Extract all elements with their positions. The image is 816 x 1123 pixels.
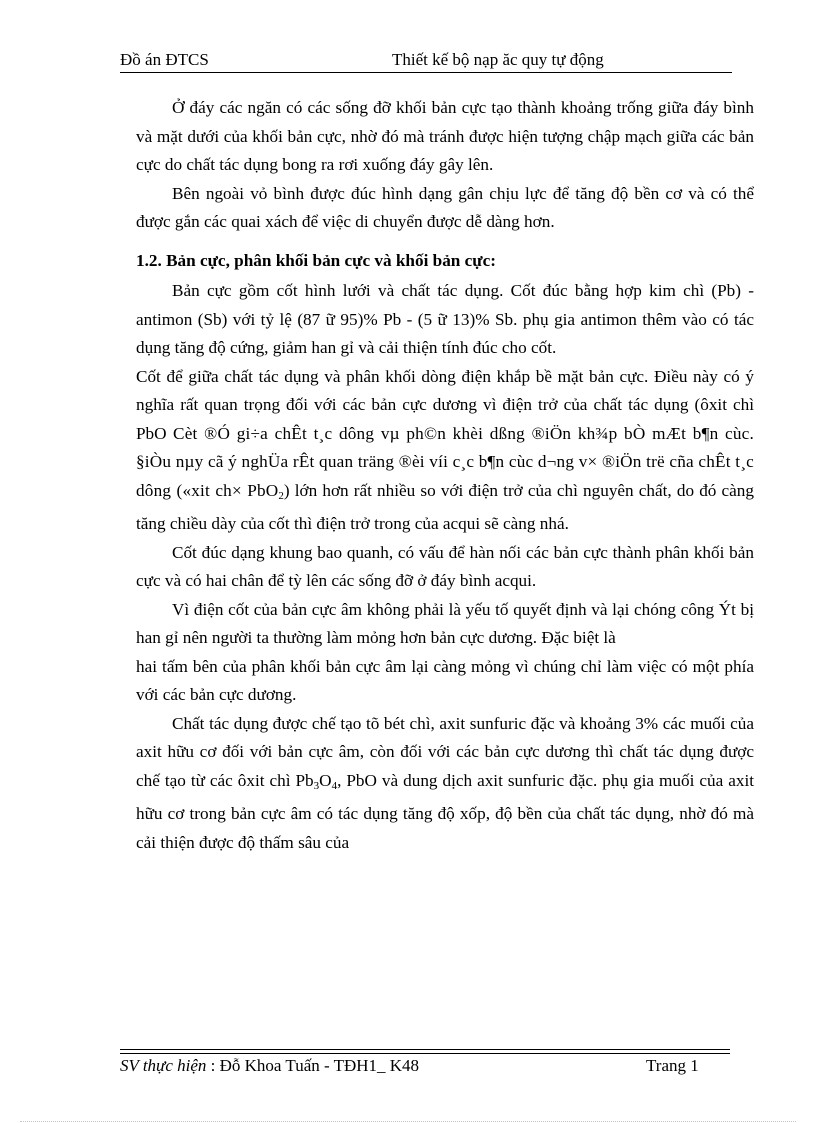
- paragraph-1: Ở đáy các ngăn có các sống đỡ khối bản cực tạo thành khoảng trống giữa đáy bình và mặt dưới của khối bản cực, nhờ đó mà tránh được hiện tượng chập mạch giữa các bản cực do chất tác dụng bong ra rơi xuống đáy gây lên.: [136, 98, 754, 174]
- page-header: [120, 50, 730, 72]
- paragraph-8-part-b: O: [319, 770, 332, 790]
- footer-rule-bottom: [120, 1053, 730, 1054]
- paragraph-5: Cốt đúc dạng khung bao quanh, có vấu để hàn nối các bản cực thành phân khối bản cực và có hai chân để tỳ lên các sống đỡ ở đáy bình acqui.: [136, 542, 754, 590]
- footer-author: [120, 1056, 419, 1076]
- footer-author-label: SV thực hiện: [120, 1056, 207, 1075]
- paragraph-3: Bản cực gồm cốt hình lưới và chất tác dụng. Cốt đúc bằng hợp kim chì (Pb) - antimon (Sb) với tỷ lệ (87 ữ 95)% Pb - (5 ữ 13)% Sb. phụ gia antimon thêm vào có tác dụng tăng độ cứng, giảm han gỉ và cải thiện tính đúc cho cốt.: [136, 281, 754, 357]
- document-body: [136, 94, 754, 857]
- section-heading: 1.2. Bản cực, phân khối bản cực và khối bản cực:: [136, 250, 496, 270]
- header-right-text: Thiết kế bộ nạp ăc quy tự động: [392, 50, 604, 69]
- paragraph-8: [136, 710, 754, 858]
- paragraph-8-part-a: Chất tác dụng được chế tạo tõ bét chì, axit sunfuric đặc và khoảng 3% các muối của axit hữu cơ đối với bản cực âm, còn đối với các bản cực dương thì chất tác dụng được chế tạo từ các ôxit chì Pb: [136, 713, 754, 790]
- paragraph-8-subscript-2: 4: [331, 779, 338, 792]
- footer-author-value: : Đỗ Khoa Tuấn - TĐH1_ K48: [206, 1056, 420, 1075]
- paragraph-4-garbled-text: Cèt ®Ó gi÷a chÊt t¸c dông vµ ph©n khèi dßng ®iÖn kh¾p bÒ mÆt b¶n cùc. §iÒu nµy cã ý nghÜa rÊt quan träng ®èi víi c¸c b¶n cùc d¬ng v× ®iÖn trë cña chÊt t¸c dông («xit ch× PbO: [136, 423, 754, 500]
- footer-page-number: Trang 1: [646, 1056, 699, 1075]
- paragraph-4-part-c: ) lớn hơn rất nhiều so với điện trở của chì nguyên chất, do đó càng tăng chiều dày của cốt thì điện trở trong của acqui sẽ càng nhá.: [136, 480, 754, 533]
- header-left-text: Đồ án ĐTCS: [120, 50, 209, 69]
- paragraph-4-part-a: Cốt để giữa chất tác dụng và phân khối dòng điện khắp bề mặt bản cực. Điều này có ý nghĩa rất quan trọng đối với các bản cực dương vì điện trở của chất tác dụng (ôxit chì PbO: [136, 366, 754, 443]
- paragraph-4: [136, 363, 754, 539]
- paragraph-6: Vì điện cốt của bản cực âm không phải là yếu tố quyết định và lại chóng công Ýt bị han gỉ nên người ta thường làm mỏng hơn bản cực dương. Đặc biệt là: [136, 599, 754, 647]
- paragraph-4-subscript: 2: [278, 489, 284, 502]
- paragraph-8-part-c: , PbO và dung dịch axit sunfuric đặc. phụ gia muối của axit hữu cơ trong bản cực âm có tác dụng tăng độ xốp, độ bền của chất tác dụng, nhờ đó mà cải thiện được độ thấm sâu của: [136, 770, 754, 852]
- paragraph-7: hai tấm bên của phân khối bản cực âm lại càng mỏng vì chúng chỉ làm việc có một phía với các bản cực dương.: [136, 656, 754, 704]
- page-bottom-dotted-border: [20, 1121, 796, 1122]
- paragraph-2: Bên ngoài vỏ bình được đúc hình dạng gân chịu lực để tăng độ bền cơ và có thể được gắn các quai xách để việc di chuyển được dễ dàng hơn.: [136, 183, 754, 231]
- header-rule: [120, 72, 732, 73]
- page-footer: [120, 1056, 730, 1078]
- paragraph-8-subscript-1: 3: [313, 779, 320, 792]
- footer-rule-top: [120, 1049, 730, 1050]
